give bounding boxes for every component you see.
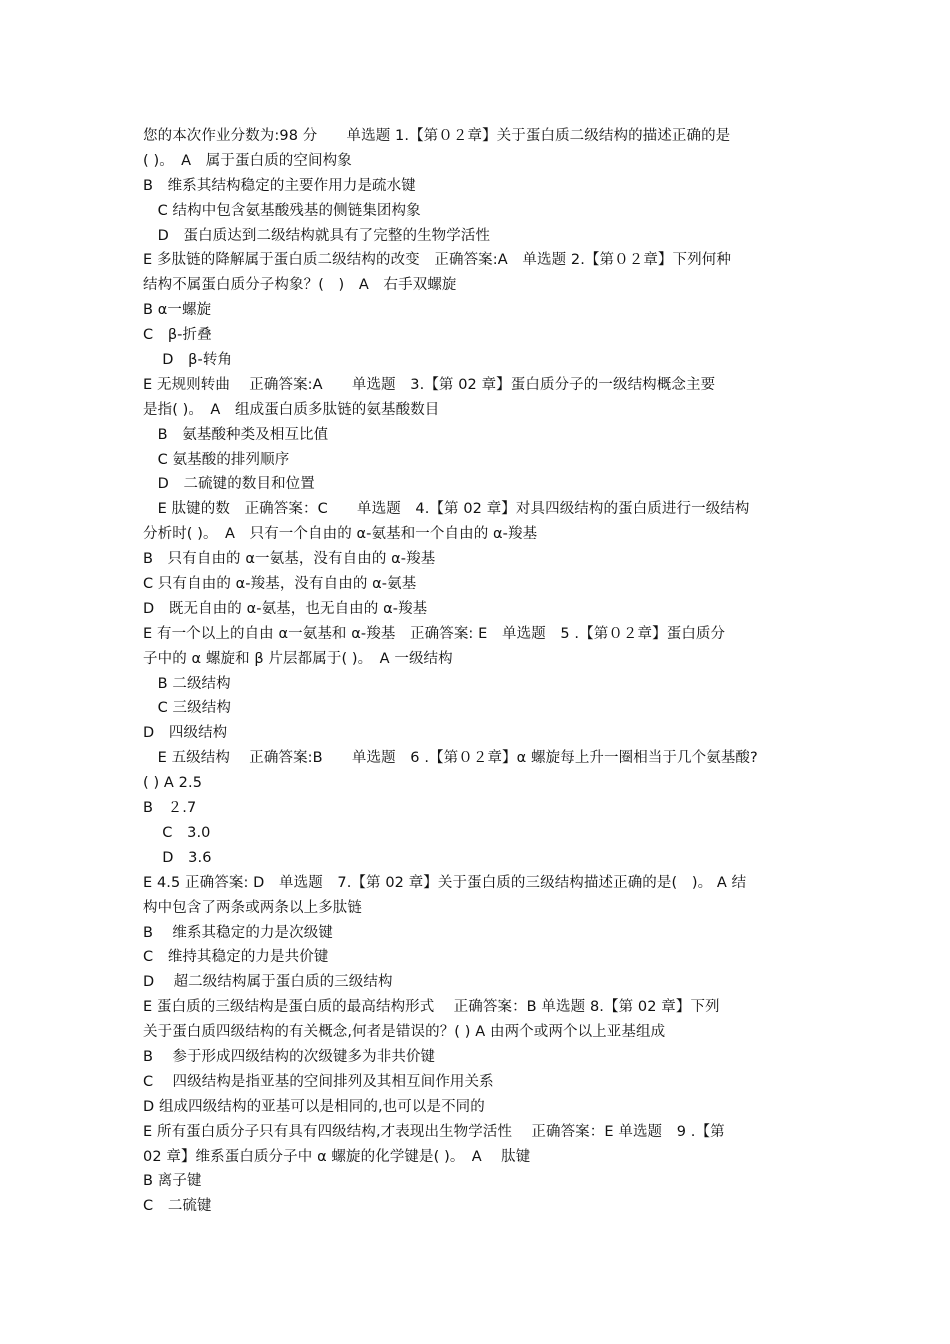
text-line: D 既无自由的 α-氨基，也无自由的 α-羧基 [143,600,428,617]
text-line: C 三级结构 [143,700,231,717]
text-line: D 超二级结构属于蛋白质的三级结构 [143,974,393,991]
text-line: B 维系其稳定的力是次级键 [143,924,333,941]
text-line: D 二硫键的数目和位置 [143,476,315,493]
text-line: D 组成四级结构的亚基可以是相同的,也可以是不同的 [143,1098,485,1115]
text-line: D 3.6 [143,849,212,866]
text-line: D 蛋白质达到二级结构就具有了完整的生物学活性 [143,227,491,244]
text-line: B 离子键 [143,1173,202,1190]
text-line: B 氨基酸种类及相互比值 [143,426,329,443]
text-line: C 结构中包含氨基酸残基的侧链集团构象 [143,202,421,219]
text-line: B ２.7 [143,800,197,817]
text-line: ( ) A 2.5 [143,775,203,792]
text-line: D β-转角 [143,352,233,369]
text-line: 是指( )。 A 组成蛋白质多肽链的氨基酸数目 [143,401,440,418]
text-line: B 参于形成四级结构的次级键多为非共价键 [143,1048,436,1065]
text-line: 结构不属蛋白质分子构象？( ) A 右手双螺旋 [143,277,457,294]
text-line: E 所有蛋白质分子只有具有四级结构,才表现出生物学活性 正确答案：E 单选题 9 .【第 [143,1123,725,1140]
text-line: C 只有自由的 α-羧基，没有自由的 α-氨基 [143,576,417,593]
document-page [143,124,813,1219]
text-line: B α一螺旋 [143,302,212,319]
text-line: B 维系其结构稳定的主要作用力是疏水键 [143,177,416,194]
text-line: E 蛋白质的三级结构是蛋白质的最高结构形式 正确答案：B 单选题 8.【第 02 章】下列 [143,999,720,1016]
text-line: 02 章】维系蛋白质分子中 α 螺旋的化学键是( )。 A 肽键 [143,1148,531,1165]
text-line: D 四级结构 [143,725,228,742]
text-line: E 4.5 正确答案: D 单选题 7.【第 02 章】关于蛋白质的三级结构描述正确的是( )。 A 结 [143,874,747,891]
text-line: C 四级结构是指亚基的空间排列及其相互间作用关系 [143,1073,494,1090]
text-line: E 五级结构 正确答案:B 单选题 6 .【第０２章】α 螺旋每上升一圈相当于几个氨基酸? [143,750,758,767]
text-line: E 无规则转曲 正确答案:A 单选题 3.【第 02 章】蛋白质分子的一级结构概念主要 [143,376,716,393]
text-line: C 氨基酸的排列顺序 [143,451,290,468]
text-line: 子中的 α 螺旋和 β 片层都属于( )。 A 一级结构 [143,650,453,667]
text-line: B 二级结构 [143,675,231,692]
text-line: E 有一个以上的自由 α一氨基和 α-羧基 正确答案: E 单选题 5 .【第０２章】蛋白质分 [143,625,726,642]
text-line: E 肽键的数 正确答案：C 单选题 4.【第 02 章】对具四级结构的蛋白质进行一级结构 [143,501,750,518]
text-line: C 3.0 [143,824,211,841]
text-line: 关于蛋白质四级结构的有关概念,何者是错误的？( ) A 由两个或两个以上亚基组成 [143,1024,666,1041]
text-line: ( )。 A 属于蛋白质的空间构象 [143,152,352,169]
text-line: C 维持其稳定的力是共价键 [143,949,329,966]
text-line: B 只有自由的 α一氨基，没有自由的 α-羧基 [143,551,436,568]
text-line: 分析时( )。 A 只有一个自由的 α-氨基和一个自由的 α-羧基 [143,526,538,543]
text-line: 构中包含了两条或两条以上多肽链 [143,899,362,916]
text-line: E 多肽链的降解属于蛋白质二级结构的改变 正确答案:A 单选题 2.【第０２章】下列何种 [143,252,731,269]
text-line: C β-折叠 [143,327,212,344]
text-line: 您的本次作业分数为:98 分 单选题 1.【第０２章】关于蛋白质二级结构的描述正确的是 [143,128,731,144]
text-line: C 二硫键 [143,1198,212,1215]
